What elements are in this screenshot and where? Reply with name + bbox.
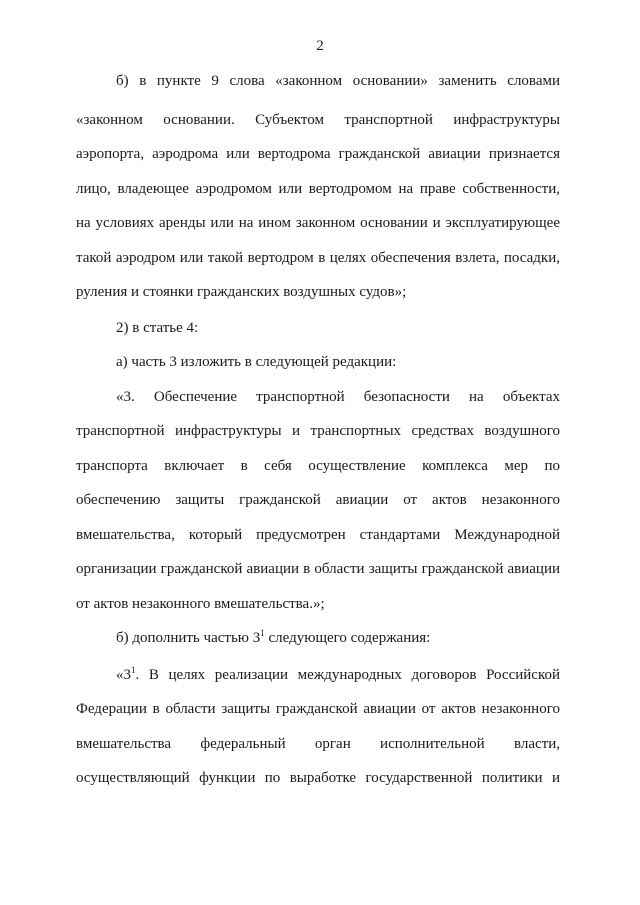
text-line-content: осуществляющий функции по выработке государственной политики и	[76, 770, 560, 786]
text-line	[76, 421, 560, 441]
text-line-content: аэропорта, аэродрома или вертодрома гражданской авиации признается	[76, 146, 560, 162]
text-line	[76, 179, 560, 199]
text-line-content: Федерации в области защиты гражданской авиации от актов незаконного	[76, 701, 560, 717]
text-line	[116, 387, 560, 407]
text-line-content: такой аэродром или такой вертодром в целях обеспечения взлета, посадки,	[76, 250, 560, 266]
text-line-content: б) в пункте 9 слова «законном основании» заменить словами	[116, 73, 560, 89]
text-line-content: «3	[116, 667, 131, 683]
text-line	[76, 213, 560, 233]
superscript: 1	[260, 628, 265, 638]
text-line-continuation: . В целях реализации международных договоров Российской	[135, 667, 560, 683]
text-line	[76, 110, 560, 130]
text-line	[76, 248, 560, 268]
text-line-content: а) часть 3 изложить в следующей редакции:	[116, 354, 397, 370]
text-line	[76, 456, 560, 476]
text-line	[76, 525, 560, 545]
text-line-content: б) дополнить частью 3	[116, 630, 261, 646]
text-line-content: транспорта включает в себя осуществление комплекса мер по	[76, 458, 560, 474]
text-line	[116, 71, 560, 91]
text-line-content: обеспечению защиты гражданской авиации от актов незаконного	[76, 492, 560, 508]
text-line-content: вмешательства, который предусмотрен стандартами Международной	[76, 527, 560, 543]
text-line-content: на условиях аренды или на ином законном основании и эксплуатирующее	[76, 215, 560, 231]
text-line	[116, 318, 560, 338]
text-line-content: организации гражданской авиации в области защиты гражданской авиации	[76, 561, 560, 577]
superscript: 1	[131, 665, 136, 675]
text-line	[76, 144, 560, 164]
text-line-content: «3. Обеспечение транспортной безопасности на объектах	[116, 389, 560, 405]
text-line	[76, 594, 560, 614]
text-line	[76, 282, 560, 302]
text-line-content: вмешательства федеральный орган исполнительной власти,	[76, 736, 560, 752]
text-line	[76, 490, 560, 510]
text-line-content: руления и стоянки гражданских воздушных судов»;	[76, 284, 407, 300]
text-line	[76, 699, 560, 719]
text-line	[116, 352, 560, 372]
text-line-continuation: следующего содержания:	[264, 630, 431, 646]
page-number: 2	[316, 38, 324, 54]
text-line-content: 2) в статье 4:	[116, 320, 199, 336]
text-line-content: транспортной инфраструктуры и транспортных средствах воздушного	[76, 423, 560, 439]
text-line-content: лицо, владеющее аэродромом или вертодромом на праве собственности,	[76, 181, 560, 197]
text-line-content: «законном основании. Субъектом транспортной инфраструктуры	[76, 112, 560, 128]
text-line	[116, 665, 560, 685]
text-line	[76, 559, 560, 579]
text-line-content: от актов незаконного вмешательства.»;	[76, 596, 325, 612]
text-line	[76, 734, 560, 754]
text-line	[76, 768, 560, 788]
text-line	[116, 628, 560, 648]
